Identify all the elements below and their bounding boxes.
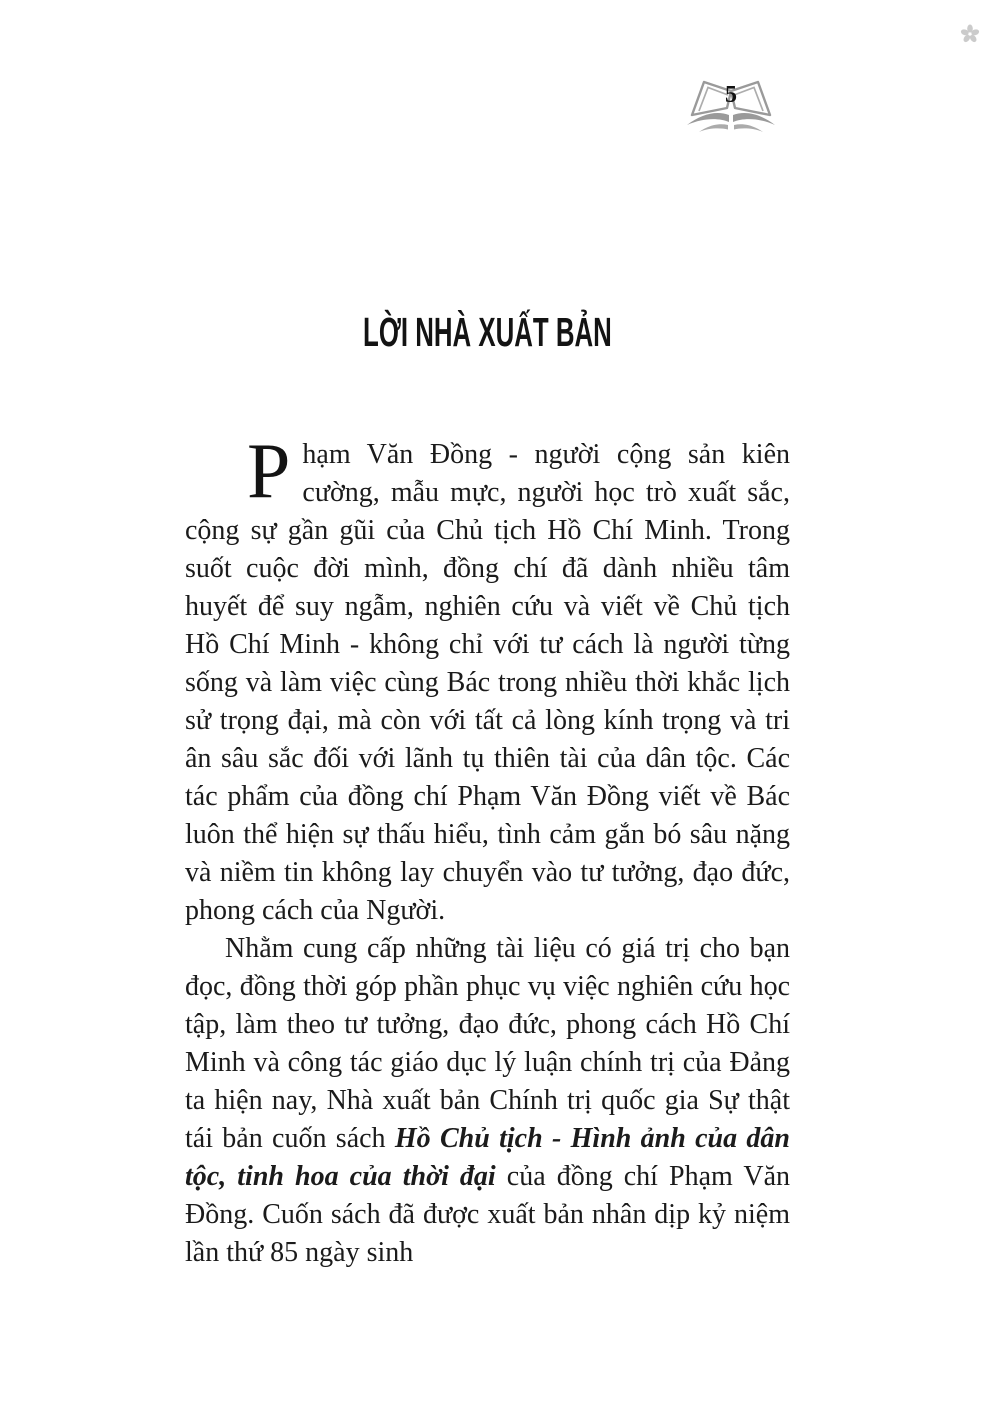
chapter-title (185, 309, 790, 356)
page-number-ornament (682, 76, 780, 140)
drop-cap: P (247, 427, 291, 514)
book-title-emphasis: Hồ Chủ tịch - Hình ảnh của dân tộc, tinh hoa của thời đại (185, 1123, 791, 1192)
page-number: 5 (725, 82, 737, 108)
paragraph-2-text-after: của đồng chí Phạm Văn Đồng. Cuốn sách đã được xuất bản nhân dịp kỷ niệm lần thứ 85 ngày sinh (185, 1161, 790, 1268)
flower-ornament-icon (960, 24, 980, 44)
paragraph-2-text-before: Nhằm cung cấp những tài liệu có giá trị cho bạn đọc, đồng thời góp phần phục vụ việc nghiên cứu học tập, làm theo tư tưởng, đạo đức, phong cách Hồ Chí Minh và công tác giáo dục lý luận chính trị của Đảng ta hiện nay, Nhà xuất bản Chính trị quốc gia Sự thật tái bản cuốn sách (185, 933, 790, 1154)
chapter-title-text: LỜI NHÀ XUẤT BẢN (363, 309, 612, 355)
body-text (185, 427, 791, 1272)
paragraph-1-text: hạm Văn Đồng - người cộng sản kiên cường, mẫu mực, người học trò xuất sắc, cộng sự gần gũi của Chủ tịch Hồ Chí Minh. Trong suốt cuộc đời mình, đồng chí đã dành nhiều tâm huyết để suy ngẫm, nghiên cứu và viết về Chủ tịch Hồ Chí Minh - không chỉ với tư cách là người từng sống và làm việc cùng Bác trong nhiều thời khắc lịch sử trọng đại, mà còn với tất cả lòng kính trọng và tri ân sâu sắc đối với lãnh tụ thiên tài của dân tộc. Các tác phẩm của đồng chí Phạm Văn Đồng viết về Bác luôn thể hiện sự thấu hiểu, tình cảm gắn bó sâu nặng và niềm tin không lay chuyển vào tư tưởng, đạo đức, phong cách của Người. (185, 439, 790, 926)
paragraph-2 (185, 930, 790, 1272)
paragraph-1 (185, 427, 790, 930)
